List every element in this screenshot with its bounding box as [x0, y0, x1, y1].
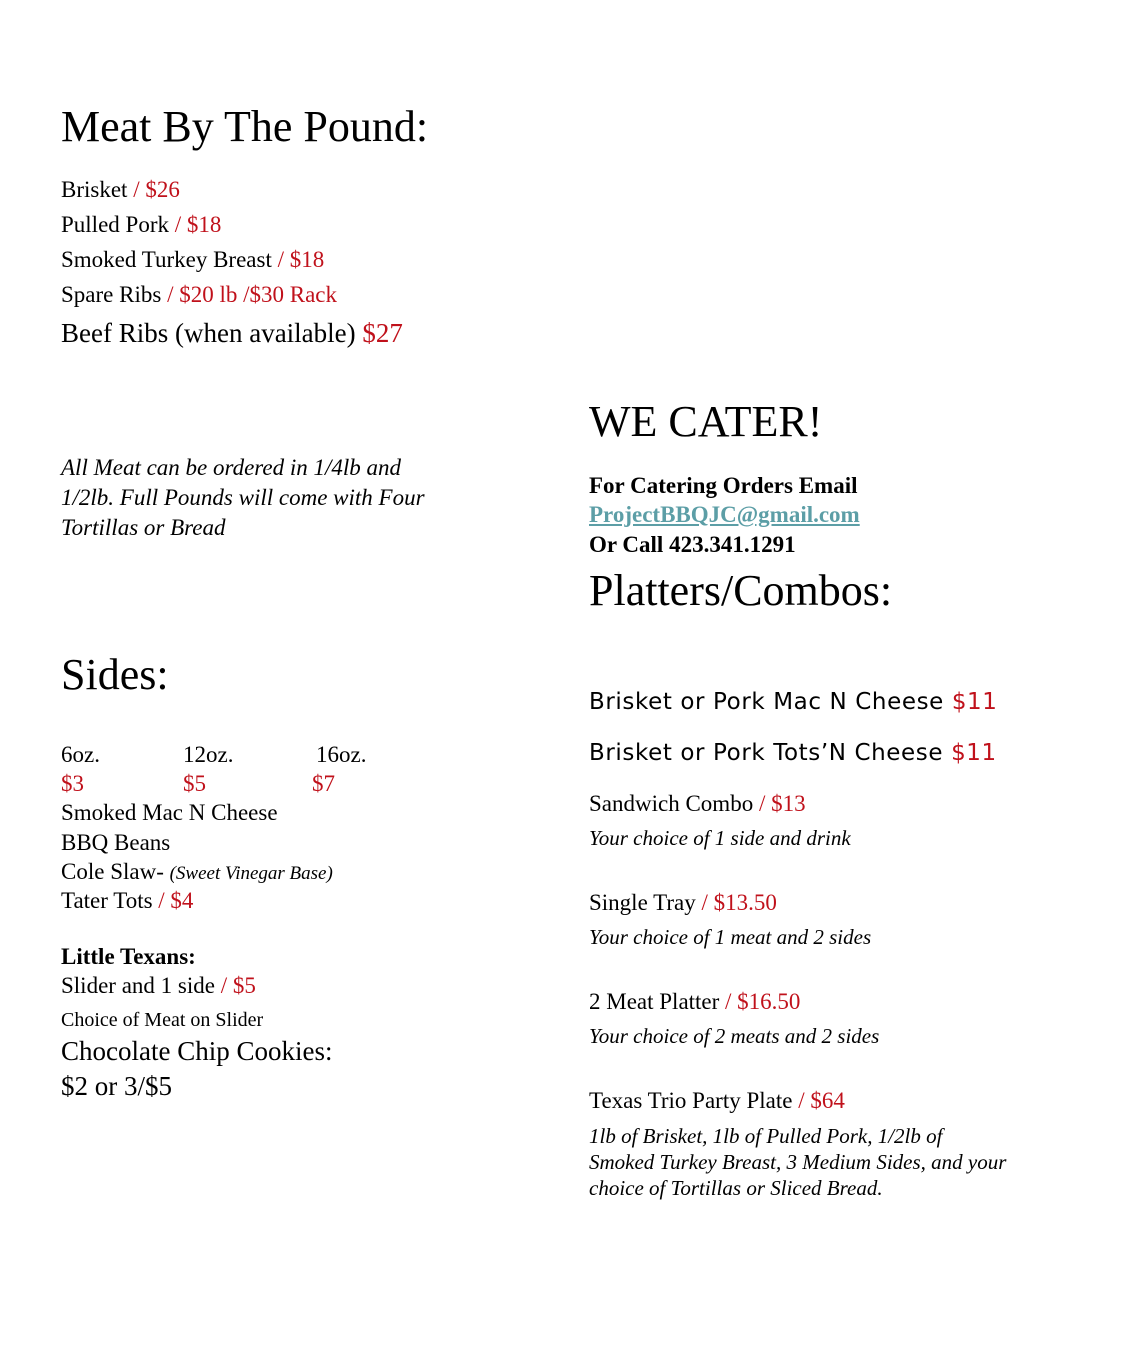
side-size-large: 16oz. [316, 742, 367, 767]
slider-price: / $5 [214, 973, 256, 998]
combo-price: / $13.50 [695, 890, 777, 915]
combo-name: 2 Meat Platter [589, 989, 720, 1014]
catering-phone: Or Call 423.341.1291 [589, 532, 796, 557]
combo-price: / $16.50 [719, 989, 801, 1014]
meat-item-name: Pulled Pork [61, 212, 169, 237]
combo-name: Texas Trio Party Plate [589, 1088, 793, 1113]
combo-sandwich [589, 792, 806, 815]
meat-item-smoked-turkey [61, 248, 324, 271]
little-texans-note: Choice of Meat on Slider [61, 1009, 264, 1031]
little-texans-title: Little Texans: [61, 944, 196, 969]
meat-note-line-3: Tortillas or Bread [61, 515, 226, 540]
meat-item-price: / $18 [271, 247, 325, 272]
platter-item-name: Brisket or Pork Tots’N Cheese [589, 740, 952, 766]
meat-item-name: Spare Ribs [61, 282, 162, 307]
catering-email-link[interactable]: ProjectBBQJC@gmail.com [589, 502, 860, 527]
meat-item-beef-ribs [61, 320, 403, 347]
side-price-large: $7 [312, 771, 335, 796]
meat-item-brisket [61, 178, 180, 201]
combo-texas-trio-desc-2: Smoked Turkey Breast, 3 Medium Sides, and your [589, 1150, 1007, 1174]
catering-email-line [589, 503, 860, 526]
meat-item-pulled-pork [61, 213, 221, 236]
combo-texas-trio [589, 1089, 845, 1112]
little-texans-slider [61, 974, 256, 997]
platter-item-price: $11 [951, 689, 998, 715]
combo-price: / $64 [792, 1088, 845, 1113]
side-price-small: $3 [61, 771, 84, 796]
side-item-name: Tater Tots [61, 888, 153, 913]
platters-section-title: Platters/Combos: [589, 566, 893, 615]
side-size-small: 6oz. [61, 742, 100, 767]
platter-item-price: $11 [951, 740, 997, 766]
side-item-tater-tots [61, 889, 193, 912]
side-item-note: (Sweet Vinegar Base) [169, 863, 333, 884]
meat-item-name: Smoked Turkey Breast [61, 247, 272, 272]
platter-mac-n-cheese [589, 691, 998, 714]
combo-name: Sandwich Combo [589, 791, 754, 816]
meat-item-name: Beef Ribs (when available) [61, 318, 356, 348]
combo-name: Single Tray [589, 890, 696, 915]
meat-note-line-2: 1/2lb. Full Pounds will come with Four [61, 485, 425, 510]
side-item-mac: Smoked Mac N Cheese [61, 800, 278, 825]
meat-item-price: / $18 [168, 212, 222, 237]
catering-email-label: For Catering Orders Email [589, 473, 858, 498]
cookies-price: $2 or 3/$5 [61, 1071, 172, 1101]
cookies-title: Chocolate Chip Cookies: [61, 1036, 333, 1066]
side-item-name: Cole Slaw- [61, 859, 170, 884]
meat-item-price: / $20 lb /$30 Rack [161, 282, 337, 307]
side-price-medium: $5 [183, 771, 206, 796]
combo-price: / $13 [753, 791, 806, 816]
meat-item-spare-ribs [61, 283, 337, 306]
meat-section-title: Meat By The Pound: [61, 102, 429, 151]
side-item-cole-slaw [61, 860, 333, 883]
side-size-medium: 12oz. [183, 742, 234, 767]
meat-note-line-1: All Meat can be ordered in 1/4lb and [61, 455, 402, 480]
combo-texas-trio-desc-1: 1lb of Brisket, 1lb of Pulled Pork, 1/2lb of [589, 1124, 943, 1148]
combo-sandwich-desc: Your choice of 1 side and drink [589, 826, 851, 850]
meat-item-price: / $26 [127, 177, 180, 202]
side-item-price: / $4 [152, 888, 194, 913]
combo-single-tray [589, 891, 777, 914]
combo-two-meat-desc: Your choice of 2 meats and 2 sides [589, 1024, 880, 1048]
combo-two-meat-platter [589, 990, 800, 1013]
catering-title: WE CATER! [589, 397, 823, 446]
sides-section-title: Sides: [61, 650, 169, 699]
side-item-beans: BBQ Beans [61, 830, 171, 855]
platter-tots-n-cheese [589, 742, 997, 765]
platter-item-name: Brisket or Pork Mac N Cheese [589, 689, 952, 715]
combo-single-tray-desc: Your choice of 1 meat and 2 sides [589, 925, 872, 949]
slider-name: Slider and 1 side [61, 973, 215, 998]
meat-item-name: Brisket [61, 177, 128, 202]
combo-texas-trio-desc-3: choice of Tortillas or Sliced Bread. [589, 1176, 883, 1200]
meat-item-price: $27 [355, 318, 403, 348]
